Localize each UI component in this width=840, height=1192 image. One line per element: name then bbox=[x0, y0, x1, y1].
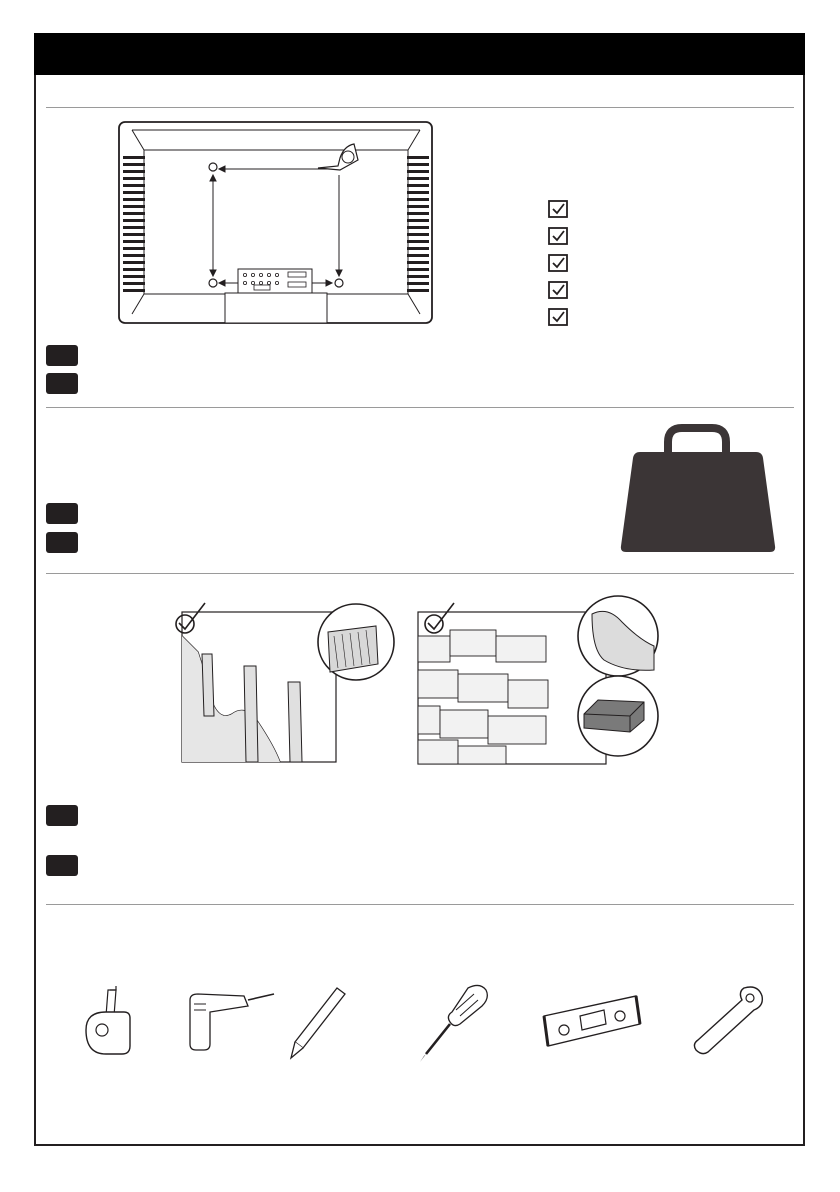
checkbox-checked-icon bbox=[549, 201, 567, 217]
checkbox-checked-icon bbox=[549, 255, 567, 271]
language-badge bbox=[46, 503, 78, 524]
section-divider bbox=[46, 904, 794, 905]
checklist bbox=[547, 199, 571, 329]
header-bar bbox=[34, 33, 805, 75]
section-divider bbox=[46, 407, 794, 408]
section-divider bbox=[46, 573, 794, 574]
language-badge bbox=[46, 855, 78, 876]
language-badge bbox=[46, 373, 78, 394]
screwdriver-icon bbox=[416, 984, 492, 1064]
checkbox-checked-icon bbox=[549, 282, 567, 298]
weight-icon bbox=[620, 424, 776, 554]
language-badge bbox=[46, 345, 78, 366]
language-badge bbox=[46, 805, 78, 826]
spirit-level-icon bbox=[540, 994, 644, 1050]
tv-back-diagram bbox=[118, 120, 434, 326]
drill-icon bbox=[186, 990, 276, 1052]
checkbox-checked-icon bbox=[549, 309, 567, 325]
language-badge bbox=[46, 532, 78, 553]
wood-stud-wall bbox=[168, 596, 404, 766]
checkbox-checked-icon bbox=[549, 228, 567, 244]
section-divider bbox=[46, 107, 794, 108]
wrench-icon bbox=[688, 984, 768, 1056]
tape-measure-icon bbox=[80, 986, 142, 1056]
pencil-icon bbox=[289, 986, 349, 1062]
concrete-brick-wall bbox=[408, 590, 664, 768]
